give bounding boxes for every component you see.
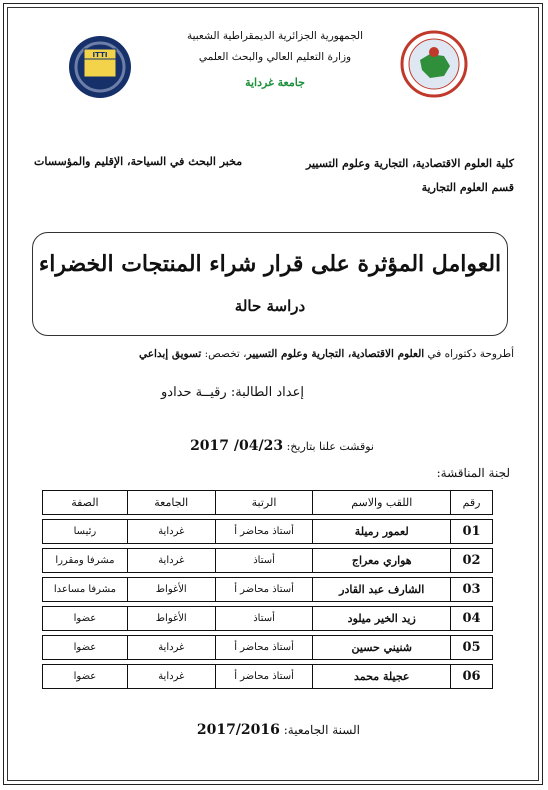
member-rank: أستاذ محاضر أ xyxy=(215,665,313,689)
faculty-name: كلية العلوم الاقتصادية، التجارية وعلوم التسيير xyxy=(305,157,514,170)
academic-year-line xyxy=(197,722,360,738)
committee-label: لجنة المناقشة: xyxy=(436,466,510,480)
member-university: الأغواط xyxy=(127,578,215,602)
table-row xyxy=(43,665,493,689)
university-seal-icon xyxy=(400,30,468,98)
row-number: 04 xyxy=(451,607,493,631)
student-label: إعداد الطالبة: xyxy=(230,385,304,400)
member-university: غرداية xyxy=(127,636,215,660)
member-university: غرداية xyxy=(127,520,215,544)
member-role: مشرفا مساعدا xyxy=(43,578,128,602)
member-name: لعمور رميلة xyxy=(313,520,451,544)
col-number: رقم xyxy=(451,491,493,515)
row-number: 02 xyxy=(451,549,493,573)
logo-text-itti: ITTI xyxy=(92,51,108,59)
col-role: الصفة xyxy=(43,491,128,515)
member-name: الشارف عبد القادر xyxy=(313,578,451,602)
member-university: غرداية xyxy=(127,665,215,689)
row-number: 05 xyxy=(451,636,493,660)
member-rank: أستاذ محاضر أ xyxy=(215,520,313,544)
member-role: عضوا xyxy=(43,607,128,631)
thesis-field: العلوم الاقتصادية، التجارية وعلوم التسيير xyxy=(246,348,425,360)
academic-year-value: 2017/2016 xyxy=(196,722,280,738)
member-rank: أستاذ محاضر أ xyxy=(215,636,313,660)
lab-name: مخبر البحث في السياحة، الإقليم والمؤسسات xyxy=(34,155,243,168)
defense-date-line xyxy=(190,438,374,454)
university-name: جامعة غرداية xyxy=(245,76,305,89)
thesis-spec-label: ، تخصص: xyxy=(204,348,247,360)
table-row xyxy=(43,607,493,631)
member-role: عضوا xyxy=(43,636,128,660)
student-line xyxy=(161,385,304,400)
table-row xyxy=(43,520,493,544)
member-rank: أستاذ xyxy=(215,549,313,573)
defense-date: 2017 /04/23 xyxy=(190,438,284,454)
thesis-prefix: أطروحة دكتوراه في xyxy=(427,348,514,360)
member-role: مشرفا ومقررا xyxy=(43,549,128,573)
member-role: عضوا xyxy=(43,665,128,689)
member-role: رئيسا xyxy=(43,520,128,544)
title-box xyxy=(32,232,508,336)
jury-header-row xyxy=(43,491,493,515)
col-name: اللقب والاسم xyxy=(313,491,451,515)
ministry-line: وزارة التعليم العالي والبحث العلمي xyxy=(198,51,352,63)
thesis-specialty: تسويق إبداعي xyxy=(138,348,202,360)
academic-year-label: السنة الجامعية: xyxy=(283,723,360,737)
republic-line: الجمهورية الجزائرية الديمقراطية الشعبية xyxy=(186,30,364,42)
row-number: 03 xyxy=(451,578,493,602)
col-university: الجامعة xyxy=(127,491,215,515)
member-rank: أستاذ xyxy=(215,607,313,631)
table-row xyxy=(43,578,493,602)
row-number: 01 xyxy=(451,520,493,544)
defense-label: نوقشت علنا بتاريخ: xyxy=(286,440,374,453)
member-name: زيد الخير ميلود xyxy=(313,607,451,631)
thesis-description xyxy=(139,348,514,360)
table-row xyxy=(43,549,493,573)
member-university: غرداية xyxy=(127,549,215,573)
thesis-subtitle: دراسة حالة xyxy=(234,297,306,315)
member-university: الأغواط xyxy=(127,607,215,631)
student-name: رقيــة حدادو xyxy=(161,385,227,400)
row-number: 06 xyxy=(451,665,493,689)
col-rank: الرتبة xyxy=(215,491,313,515)
member-name: شنيني حسين xyxy=(313,636,451,660)
member-name: هواري معراج xyxy=(313,549,451,573)
member-rank: أستاذ محاضر أ xyxy=(215,578,313,602)
thesis-title: العوامل المؤثرة على قرار شراء المنتجات الخضراء xyxy=(38,251,502,277)
jury-table xyxy=(42,490,493,689)
member-name: عجيلة محمد xyxy=(313,665,451,689)
table-row xyxy=(43,636,493,660)
institute-logo-icon xyxy=(64,35,136,99)
department-name: قسم العلوم التجارية xyxy=(421,181,514,194)
